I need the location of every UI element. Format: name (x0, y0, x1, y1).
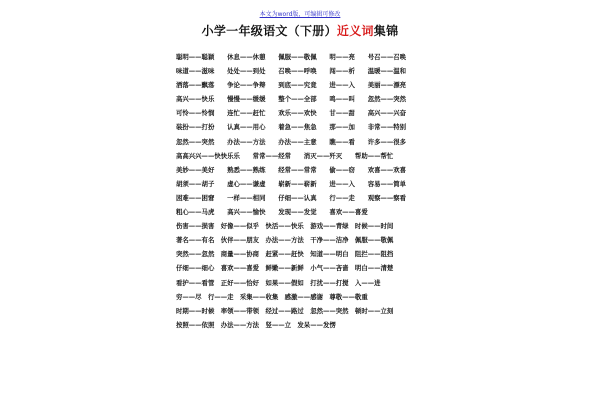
synonym-line: 装扮——打扮 认真——用心 着急——焦急 那——加 非常——特别 (176, 123, 407, 132)
header-note-link[interactable]: 本文为word版，可编辑可修改 (259, 11, 341, 18)
synonym-line: 高兴——快乐 慢慢——缓缓 整个——全部 鸣——叫 忽然——突然 (176, 95, 407, 104)
page-title (0, 22, 600, 39)
synonym-line: 看护——看管 正好——恰好 如果——假如 打扰——打搅 入——进 (176, 278, 381, 287)
synonym-line: 仔细——细心 喜欢——喜爱 鲜嫩——新鲜 小气——吝啬 明白——清楚 (176, 264, 394, 273)
synonym-line: 聪明——聪颖 休息——休憩 佩服——敬佩 明——亮 号召——召唤 (176, 53, 407, 61)
synonym-line: 时期——时候 率领——带领 经过——路过 忽然——突然 顿时——立刻 (176, 306, 394, 315)
synonym-line: 洒落——飘落 争论——争辩 到底——究竟 进——入 美丽——漂亮 (176, 81, 407, 90)
title-highlight: 近义词 (336, 24, 374, 38)
synonym-line: 著名——有名 伙伴——朋友 办法——方法 干净——洁净 佩服——敬佩 (176, 236, 394, 245)
synonym-line: 可怜——怜悯 连忙——赶忙 欢乐——欢快 甘——甜 高兴——兴奋 (176, 109, 407, 118)
synonym-line: 粗心——马虎 高兴——愉快 发现——发觉 喜欢——喜爱 (176, 208, 368, 217)
synonym-line: 伤害——损害 好像——似乎 快活——快乐 游戏——青绿 时候——时间 (176, 222, 394, 231)
synonym-line: 困难——困窘 一样——相同 仔细——认真 行——走 观察——察看 (176, 193, 407, 202)
synonym-line: 按照——依照 办法——方法 竖——立 发呆——发愣 (176, 320, 336, 329)
title-part-2: 集锦 (373, 24, 399, 38)
synonym-line: 穷——尽 行——走 采集——收集 感激——感谢 尊敬——敬重 (176, 292, 368, 301)
synonym-line: 突然——忽然 商量——协商 赶紧——赶快 知道——明白 阻拦——阻挡 (176, 250, 394, 259)
title-part-1: 小学一年级语文（下册） (201, 24, 337, 38)
synonym-line: 味道——滋味 处处——到处 召唤——呼唤 闯——析 温暖——温和 (176, 67, 407, 76)
synonym-line: 高高兴兴——快快乐乐 常常——经常 消灭——歼灭 帮助——帮忙 (176, 151, 394, 160)
synonym-line: 胡须——胡子 虚心——谦虚 崭新——崭新 进——入 容易——简单 (176, 179, 407, 188)
synonym-list (176, 50, 436, 332)
synonym-line: 美妙——美好 熟悉——熟练 经常——常常 偷——窃 欢喜——欢喜 (176, 165, 407, 174)
synonym-line: 忽然——突然 办法——方法 办法——主意 瞧——看 许多——很多 (176, 137, 407, 146)
